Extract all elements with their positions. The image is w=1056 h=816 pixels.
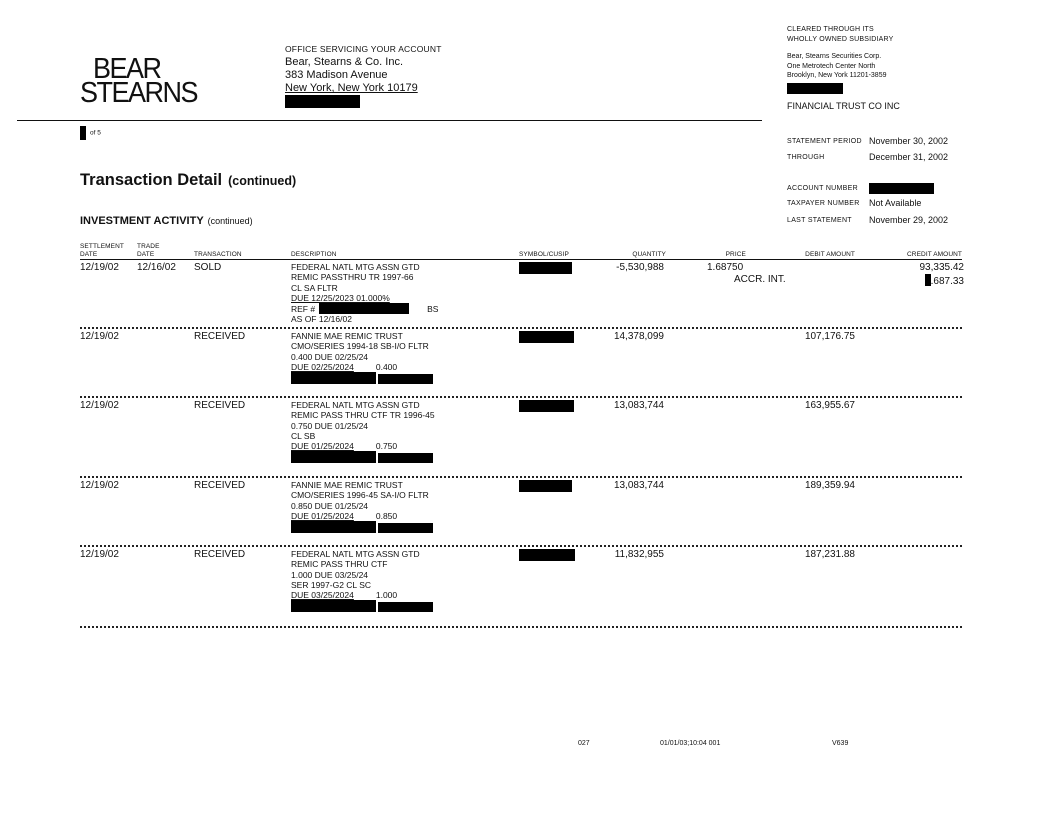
desc-line: 1.000 DUE 03/25/24: [291, 569, 369, 580]
taxpayer-value: Not Available: [869, 198, 922, 208]
redacted-block: [319, 303, 409, 314]
desc-line: CL SA FLTR: [291, 282, 338, 293]
section-title: [80, 215, 253, 227]
clearing-city: Brooklyn, New York 11201-3859: [787, 72, 887, 79]
transaction-type: RECEIVED: [194, 549, 246, 560]
due-line: [291, 590, 433, 600]
settle-date: 12/19/02: [80, 480, 119, 491]
rate: 0.850: [375, 510, 398, 521]
through-value: December 31, 2002: [869, 152, 949, 162]
description: [291, 400, 435, 466]
desc-line: CMO/SERIES 1996-45 SA-I/O FLTR: [291, 490, 429, 501]
redacted-block: [291, 521, 376, 533]
col-price: PRICE: [725, 250, 746, 258]
col-description: DESCRIPTION: [291, 250, 337, 258]
col-credit: CREDIT AMOUNT: [907, 250, 962, 258]
desc-line: FANNIE MAE REMIC TRUST: [291, 331, 403, 341]
taxpayer-label: TAXPAYER NUMBER: [787, 200, 860, 207]
description: [291, 262, 438, 325]
description: [291, 549, 433, 615]
desc-line: 0.400 DUE 02/25/24: [291, 351, 369, 362]
redacted-block: [285, 95, 360, 108]
desc-line: 0.850 DUE 01/25/24: [291, 500, 369, 511]
statement-period-label: STATEMENT PERIOD: [787, 138, 862, 145]
due-date: DUE 03/25/2024: [291, 590, 354, 601]
bear-stearns-logo: [80, 52, 198, 109]
footer-timestamp: 01/01/03;10:04 001: [660, 740, 721, 747]
row-separator: [80, 396, 962, 398]
account-name: FINANCIAL TRUST CO INC: [787, 101, 900, 111]
statement-period-value: November 30, 2002: [869, 136, 949, 146]
col-settlement-line2: DATE: [80, 250, 98, 258]
desc-line: FEDERAL NATL MTG ASSN GTD: [291, 549, 420, 559]
rate: 1.000: [375, 590, 398, 601]
logo-line-1: BEAR: [93, 52, 161, 85]
section-continued: (continued): [207, 216, 253, 226]
settle-date: 12/19/02: [80, 262, 119, 273]
redacted-block: [869, 183, 934, 194]
redacted-cusip: [519, 262, 572, 274]
transaction-type: RECEIVED: [194, 331, 246, 342]
desc-line: REMIC PASSTHRU TR 1997-66: [291, 272, 414, 283]
clearing-corp: Bear, Stearns Securities Corp.: [787, 53, 882, 60]
desc-line: REMIC PASS THRU CTF TR 1996-45: [291, 410, 435, 421]
redacted-block: [291, 451, 376, 463]
logo-line-2: STEARNS: [80, 76, 198, 109]
desc-line: FEDERAL NATL MTG ASSN GTD: [291, 262, 420, 272]
due-date: DUE 02/25/2024: [291, 361, 354, 372]
ref-line: [291, 303, 438, 314]
clearing-line-2: WHOLLY OWNED SUBSIDIARY: [787, 35, 894, 43]
section-main: INVESTMENT ACTIVITY: [80, 215, 204, 227]
office-name: Bear, Stearns & Co. Inc.: [285, 56, 404, 68]
row-separator: [80, 545, 962, 547]
clearing-firm: [787, 52, 887, 97]
last-statement-value: November 29, 2002: [869, 215, 949, 225]
desc-line: CMO/SERIES 1994-18 SB-I/O FLTR: [291, 341, 429, 352]
transaction-type: RECEIVED: [194, 480, 246, 491]
col-transaction: TRANSACTION: [194, 250, 242, 258]
quantity: 13,083,744: [613, 480, 664, 491]
credit-amount-text: .687.33: [930, 276, 964, 287]
credit-amount-2: [842, 274, 964, 287]
description: [291, 331, 433, 386]
redacted-block: [378, 374, 433, 384]
redacted-block: [378, 453, 433, 463]
credit-amount: 93,335.42: [919, 262, 964, 273]
clearing-center: One Metrotech Center North: [787, 62, 876, 70]
clearing-notice: [787, 25, 894, 44]
redacted-block: [80, 126, 86, 140]
quantity: 13,083,744: [613, 400, 664, 411]
settle-date: 12/19/02: [80, 400, 119, 411]
office-street: 383 Madison Avenue: [285, 69, 388, 81]
quantity: -5,530,988: [616, 262, 664, 273]
redacted-block: [787, 83, 843, 94]
settle-date: 12/19/02: [80, 331, 119, 342]
due-line: [291, 362, 433, 372]
description: [291, 480, 433, 535]
page-indicator: [80, 126, 101, 140]
col-settlement-line1: SETTLEMENT: [80, 243, 124, 250]
office-city: New York, New York 10179: [285, 82, 418, 94]
title-continued: (continued): [228, 174, 297, 188]
account-number-label: ACCOUNT NUMBER: [787, 185, 858, 192]
col-trade-line2: DATE: [137, 250, 155, 258]
through-label: THROUGH: [787, 154, 825, 161]
ref-suffix: BS: [427, 304, 439, 315]
due-date: DUE 01/25/2024: [291, 441, 354, 452]
debit-amount: 107,176.75: [804, 331, 855, 342]
header-rule: [17, 120, 762, 121]
desc-line: AS OF 12/16/02: [291, 314, 352, 325]
redacted-block: [291, 600, 376, 612]
footer-code: 027: [578, 740, 590, 747]
due-line: [291, 511, 433, 521]
col-quantity: QUANTITY: [632, 250, 666, 258]
rate: 0.400: [375, 361, 398, 372]
last-statement-label: LAST STATEMENT: [787, 217, 852, 224]
debit-amount: 187,231.88: [804, 549, 855, 560]
debit-amount: 163,955.67: [804, 400, 855, 411]
row-separator: [80, 327, 962, 329]
price: 1.68750: [707, 262, 744, 273]
desc-line: DUE 12/25/2023 01.000%: [291, 292, 390, 303]
redacted-block: [291, 372, 376, 384]
col-settlement-date: [80, 243, 124, 258]
col-trade-date: [137, 243, 160, 258]
title-main: Transaction Detail: [80, 171, 223, 189]
page-of: of 5: [90, 129, 101, 137]
row-separator: [80, 626, 962, 628]
desc-line: REMIC PASS THRU CTF: [291, 559, 388, 570]
col-symbol: SYMBOL/CUSIP: [519, 250, 569, 258]
transaction-type: SOLD: [194, 262, 222, 273]
clearing-line-1: CLEARED THROUGH ITS: [787, 26, 874, 33]
desc-line: CL SB: [291, 430, 316, 441]
office-header: OFFICE SERVICING YOUR ACCOUNT: [285, 44, 442, 54]
settle-date: 12/19/02: [80, 549, 119, 560]
rate: 0.750: [375, 441, 398, 452]
desc-line: SER 1997-G2 CL SC: [291, 579, 371, 590]
price-note: ACCR. INT.: [734, 274, 786, 285]
footer-version: V639: [832, 740, 849, 747]
page-title: [80, 171, 296, 190]
due-date: DUE 01/25/2024: [291, 510, 354, 521]
desc-line: 0.750 DUE 01/25/24: [291, 420, 369, 431]
redacted-block: [378, 523, 433, 533]
transaction-type: RECEIVED: [194, 400, 246, 411]
office-address: [285, 43, 442, 112]
redacted-cusip: [519, 480, 572, 492]
desc-line: FANNIE MAE REMIC TRUST: [291, 480, 403, 490]
debit-amount: 189,359.94: [804, 480, 855, 491]
col-debit: DEBIT AMOUNT: [805, 250, 855, 258]
ref-label: REF #: [291, 304, 316, 315]
quantity: 11,832,955: [614, 549, 664, 560]
header-underline: [80, 259, 962, 260]
quantity: 14,378,099: [613, 331, 664, 342]
desc-line: FEDERAL NATL MTG ASSN GTD: [291, 400, 420, 410]
trade-date: 12/16/02: [137, 262, 176, 273]
row-separator: [80, 476, 962, 478]
redacted-block: [378, 602, 433, 612]
col-trade-line1: TRADE: [137, 243, 160, 250]
due-line: [291, 441, 435, 451]
